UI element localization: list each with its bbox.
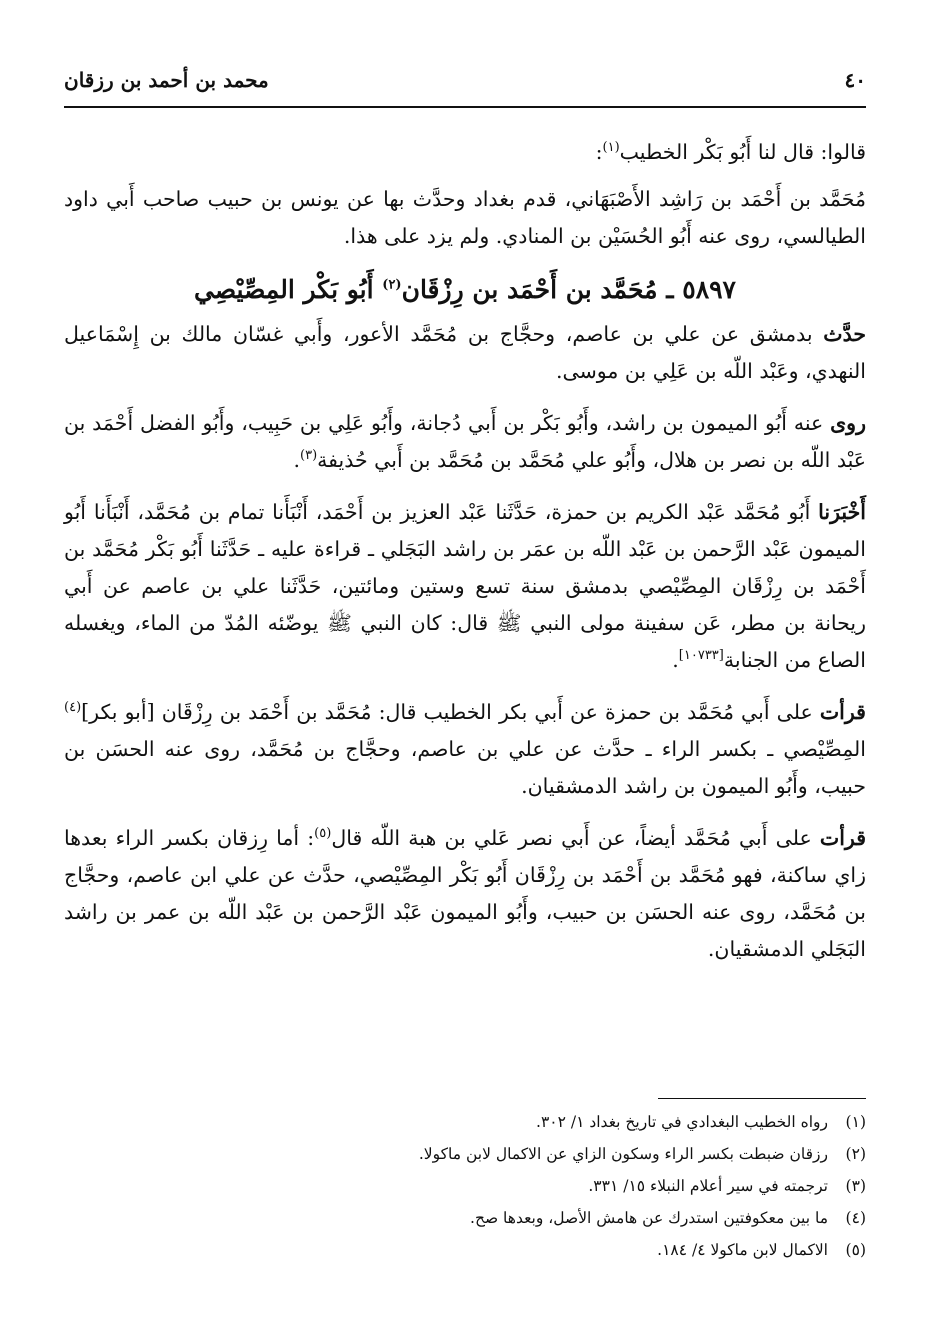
paragraph-text: على أَبي مُحَمَّد أيضاً، عن أَبي نصر عَلي بن هبة اللّه قال [331,826,812,850]
paragraph-text: عنه أَبُو الميمون بن راشد، وأَبُو بَكْر بن أَبي دُجانة، وأَبُو عَلِي بن حَبِيب، وأَبُو الفضل أَحْمَد بن عَبْد اللّه بن نصر بن هلال، وأَبُو علي مُحَمَّد بن مُحَمَّد بن أَبي حُذيفة [64,411,866,472]
footnote-ref: (٤) [64,700,82,716]
footnote-item [64,1170,866,1202]
paragraph-lead-word: روى [830,411,866,435]
footnote-item [64,1234,866,1266]
footnote-number: (١) [845,1113,866,1131]
paragraph-text-cont: : أما رِزقان بكسر الراء بعدها زاي ساكنة، فهو مُحَمَّد بن أَحْمَد بن رِزْقَان أَبُو بَكْر المِصِّيْصي، حدَّث عن علي ابن عاصم، وحجَّاج بن مُحَمَّد، روى عنه الحسَن بن حبيب، وأَبُو الميمون عَبْد الرَّحمن بن عَبْد اللّه بن عمر بن راشد البَجَلي الدمشقيان. [64,826,866,961]
paragraph-3 [64,405,866,479]
intro-line [64,134,866,171]
footnote-text: الاكمال لابن ماكولا ٤/ ١٨٤. [657,1241,828,1259]
paragraph-4 [64,494,866,679]
paragraph-lead-word: قرأت [819,700,866,724]
footnotes [64,1106,866,1266]
paragraph-text-cont: المِصِّيْصي ـ بكسر الراء ـ حدَّث عن علي بن عاصم، وحجَّاج بن مُحَمَّد، روى عنه الحسَن بن حبيب، وأَبُو الميمون بن راشد الدمشقيان. [64,737,866,798]
footnote-text: رزقان ضبطت بكسر الراء وسكون الزاي عن الاكمال لابن ماكولا. [418,1145,828,1163]
paragraph-lead-word: أَخْبَرَنا [818,500,866,524]
book-page [64,60,866,1280]
page-number: ٤٠ [844,68,866,92]
footnote-item [64,1202,866,1234]
paragraph-text: أَبُو مُحَمَّد عَبْد الكريم بن حمزة، حَدَّثَنا عَبْد العزيز بن أَحْمَد، أَنْبَأَنا تمام بن مُحَمَّد، أَنْبَأَنا أَبُو الميمون عَبْد الرَّحمن بن عَبْد اللّه بن عمَر بن راشد البَجَلي ـ قراءة عليه ـ حَدَّثَنا أَبُو بَكْر مُحَمَّد بن أَحْمَد بن رِزْقَان المِصِّيْصي بدمشق سنة تسع وستين ومائتين، حَدَّثَنا علي بن عاصم عن أَبي ريحانة بن مطر، عَن سفينة مولى النبي ﷺ قال: كان النبي ﷺ يوضّئه المُدّ من الماء، ويغسله الصاع من الجنابة [64,500,866,672]
footnote-divider [658,1098,866,1099]
paragraph-1 [64,181,866,255]
paragraph-lead-word: حدَّث [823,322,866,346]
main-text [64,134,866,983]
footnote-item [64,1138,866,1170]
footnote-text: رواه الخطيب البغدادي في تاريخ بغداد ١/ ٣٠٢. [536,1113,828,1131]
footnote-number: (٤) [845,1209,866,1227]
page-header [64,60,866,98]
paragraph-tail: . [672,648,679,672]
header-divider [64,106,866,108]
hadith-number: [١٠٧٣٣] [678,648,724,664]
footnote-number: (٥) [845,1241,866,1259]
paragraph-text: على أَبي مُحَمَّد بن حمزة عن أَبي بكر الخطيب قال: مُحَمَّد بن أَحْمَد بن رِزْقَان [أبو بكر] [81,700,813,724]
paragraph-text: بدمشق عن علي بن عاصم، وحجَّاج بن مُحَمَّد الأعور، وأَبي غسّان مالك بن إِسْمَاعيل النهدي، وعَبْد اللّه بن عَلِي بن موسى. [64,322,866,383]
paragraph-lead-word: قرأت [819,826,867,850]
paragraph-2 [64,316,866,390]
footnote-ref: (١) [602,140,620,156]
paragraph-6 [64,820,866,968]
intro-text: قالوا: قال لنا أَبُو بَكْر الخطيب [619,140,866,164]
intro-tail: : [595,140,603,164]
paragraph-5 [64,694,866,805]
footnote-number: (٢) [845,1145,866,1163]
footnote-ref: (٣) [300,448,318,464]
footnote-ref: (٥) [314,826,332,842]
footnote-item [64,1106,866,1138]
footnote-text: ما بين معكوفتين استدرك عن هامش الأصل، وبعدها صح. [470,1209,828,1227]
running-title: محمد بن أحمد بن رزقان [64,68,269,92]
entry-heading-name: ٥٨٩٧ ـ مُحَمَّد بن أَحْمَد بن رِزْقَان [401,275,736,304]
paragraph-tail: . [293,448,301,472]
footnote-number: (٣) [845,1177,866,1195]
entry-heading-kunya: أَبُو بَكْر المِصِّيْصِي [194,275,374,304]
entry-heading [64,270,866,310]
footnote-ref: (٢) [382,277,402,293]
paragraph-text: مُحَمَّد بن أَحْمَد بن رَاشِد الأَصْبَهَاني، قدم بغداد وحدَّث بها عن يونس بن حبيب صاحب أَبي داود الطيالسي، روى عنه أَبُو الحُسَيْن بن المنادي. ولم يزد على هذا. [64,187,866,248]
footnote-text: ترجمته في سير أعلام النبلاء ١٥/ ٣٣١. [588,1177,828,1195]
